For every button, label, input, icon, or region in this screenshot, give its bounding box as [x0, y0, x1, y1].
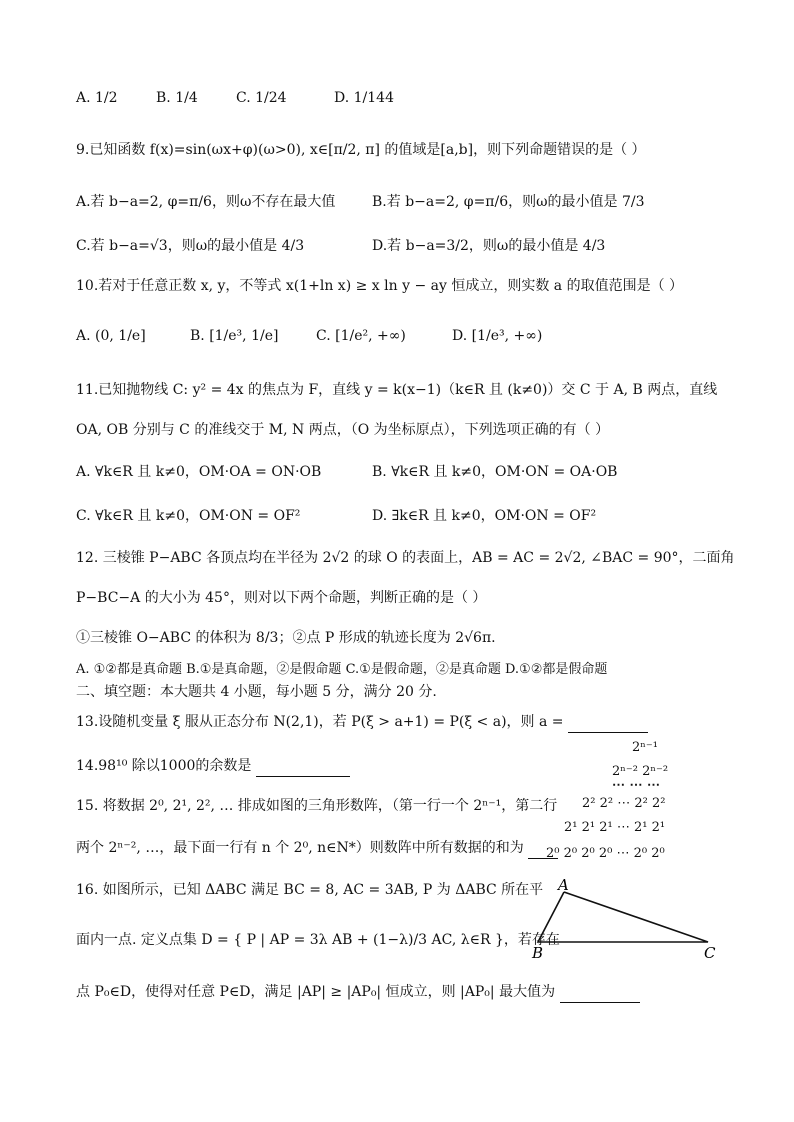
q13-answer-blank — [568, 712, 648, 733]
q8-option-d: D. 1/144 — [334, 90, 394, 106]
q12-options: A. ①②都是真命题 B.①是真命题，②是假命题 C.①是假命题，②是真命题 D.①②都是假命题 — [76, 662, 608, 677]
q15-line2 — [76, 838, 558, 859]
q10-stem: 10.若对于任意正数 x, y，不等式 x(1+ln x) ≥ x ln y − ay 恒成立，则实数 a 的取值范围是（ ） — [76, 278, 684, 294]
q14-answer-blank — [256, 756, 350, 777]
q9-option-b: B.若 b−a=2, φ=π/6，则ω的最小值是 7/3 — [372, 194, 645, 210]
q11-option-b: B. ∀k∈R 且 k≠0，OM·ON = OA·OB — [372, 464, 618, 480]
q16-answer-blank — [560, 982, 640, 1003]
triangle-row-1: 2ⁿ⁻¹ — [632, 740, 658, 755]
section-2-heading: 二、填空题：本大题共 4 小题，每小题 5 分，满分 20 分. — [76, 684, 437, 700]
q16-line3-wrap — [76, 982, 640, 1003]
q8-option-b: B. 1/4 — [156, 90, 198, 106]
q13-text — [76, 712, 648, 733]
vertex-label-a: A — [558, 878, 569, 894]
triangle-row-4: 2¹ 2¹ 2¹ ⋯ 2¹ 2¹ — [564, 820, 666, 835]
q16-line1: 16. 如图所示，已知 ΔABC 满足 BC = 8, AC = 3AB, P 为 ΔABC 所在平 — [76, 882, 544, 898]
triangle-dots-row: ⋯ ⋯ ⋯ — [612, 778, 661, 793]
q15-stem-line2: 两个 2ⁿ⁻², …，最下面一行有 n 个 2⁰, n∈N*）则数阵中所有数据的和为 — [76, 840, 524, 856]
q9-option-d: D.若 b−a=3/2，则ω的最小值是 4/3 — [372, 238, 606, 254]
q14-text — [76, 756, 350, 777]
vertex-label-b: B — [532, 944, 544, 962]
triangle-abc-figure — [528, 878, 724, 962]
vertex-label-c: C — [704, 944, 716, 962]
q16-line3: 点 P₀∈D，使得对任意 P∈D，满足 |AP| ≥ |AP₀| 恒成立，则 |AP₀| 最大值为 — [76, 984, 556, 1000]
q10-option-b: B. [1/e³, 1/e] — [190, 328, 279, 344]
q12-stem-line2: P−BC−A 的大小为 45°，则对以下两个命题，判断正确的是（ ） — [76, 590, 487, 606]
q11-stem-line1: 11.已知抛物线 C: y² = 4x 的焦点为 F，直线 y = k(x−1)（k∈R 且 (k≠0)）交 C 于 A, B 两点，直线 — [76, 382, 718, 398]
triangle-row-2: 2ⁿ⁻² 2ⁿ⁻² — [612, 764, 669, 779]
q9-option-c: C.若 b−a=√3，则ω的最小值是 4/3 — [76, 238, 305, 254]
q10-option-a: A. (0, 1/e] — [76, 328, 146, 344]
q11-option-a: A. ∀k∈R 且 k≠0，OM·OA = ON·OB — [76, 464, 322, 480]
q15-line1: 15. 将数据 2⁰, 2¹, 2², … 排成如图的三角形数阵，（第一行一个 2ⁿ⁻¹，第二行 — [76, 798, 558, 814]
q10-option-d: D. [1/e³, +∞) — [452, 328, 543, 344]
triangle-row-3: 2² 2² ⋯ 2² 2² — [582, 796, 666, 811]
q8-option-c: C. 1/24 — [236, 90, 287, 106]
triangle-abc-outline — [538, 892, 708, 942]
q16-line2: 面内一点. 定义点集 D = { P | AP = 3λ AB + (1−λ)/3 AC, λ∈R }，若存在 — [76, 932, 560, 948]
q9-option-a: A.若 b−a=2, φ=π/6，则ω不存在最大值 — [76, 194, 336, 210]
q13-stem: 13.设随机变量 ξ 服从正态分布 N(2,1)，若 P(ξ > a+1) = P(ξ < a)，则 a = — [76, 714, 564, 730]
q12-stem-line1: 12. 三棱锥 P−ABC 各顶点均在半径为 2√2 的球 O 的表面上，AB = AC = 2√2, ∠BAC = 90°，二面角 — [76, 550, 735, 566]
q8-option-a: A. 1/2 — [76, 90, 118, 106]
q11-option-c: C. ∀k∈R 且 k≠0，OM·ON = OF² — [76, 508, 301, 524]
q10-option-c: C. [1/e², +∞) — [316, 328, 406, 344]
q12-stem-line3: ①三棱锥 O−ABC 的体积为 8/3；②点 P 形成的轨迹长度为 2√6π. — [76, 630, 496, 646]
q11-stem-line2: OA, OB 分别与 C 的准线交于 M, N 两点，（O 为坐标原点），下列选项正确的有（ ） — [76, 422, 610, 438]
q9-stem: 9.已知函数 f(x)=sin(ωx+φ)(ω>0), x∈[π/2, π] 的值域是[a,b]，则下列命题错误的是（ ） — [76, 142, 646, 158]
q14-stem: 14.98¹⁰ 除以1000的余数是 — [76, 758, 252, 774]
triangle-row-5: 2⁰ 2⁰ 2⁰ 2⁰ ⋯ 2⁰ 2⁰ — [546, 846, 665, 861]
q11-option-d: D. ∃k∈R 且 k≠0，OM·ON = OF² — [372, 508, 597, 524]
